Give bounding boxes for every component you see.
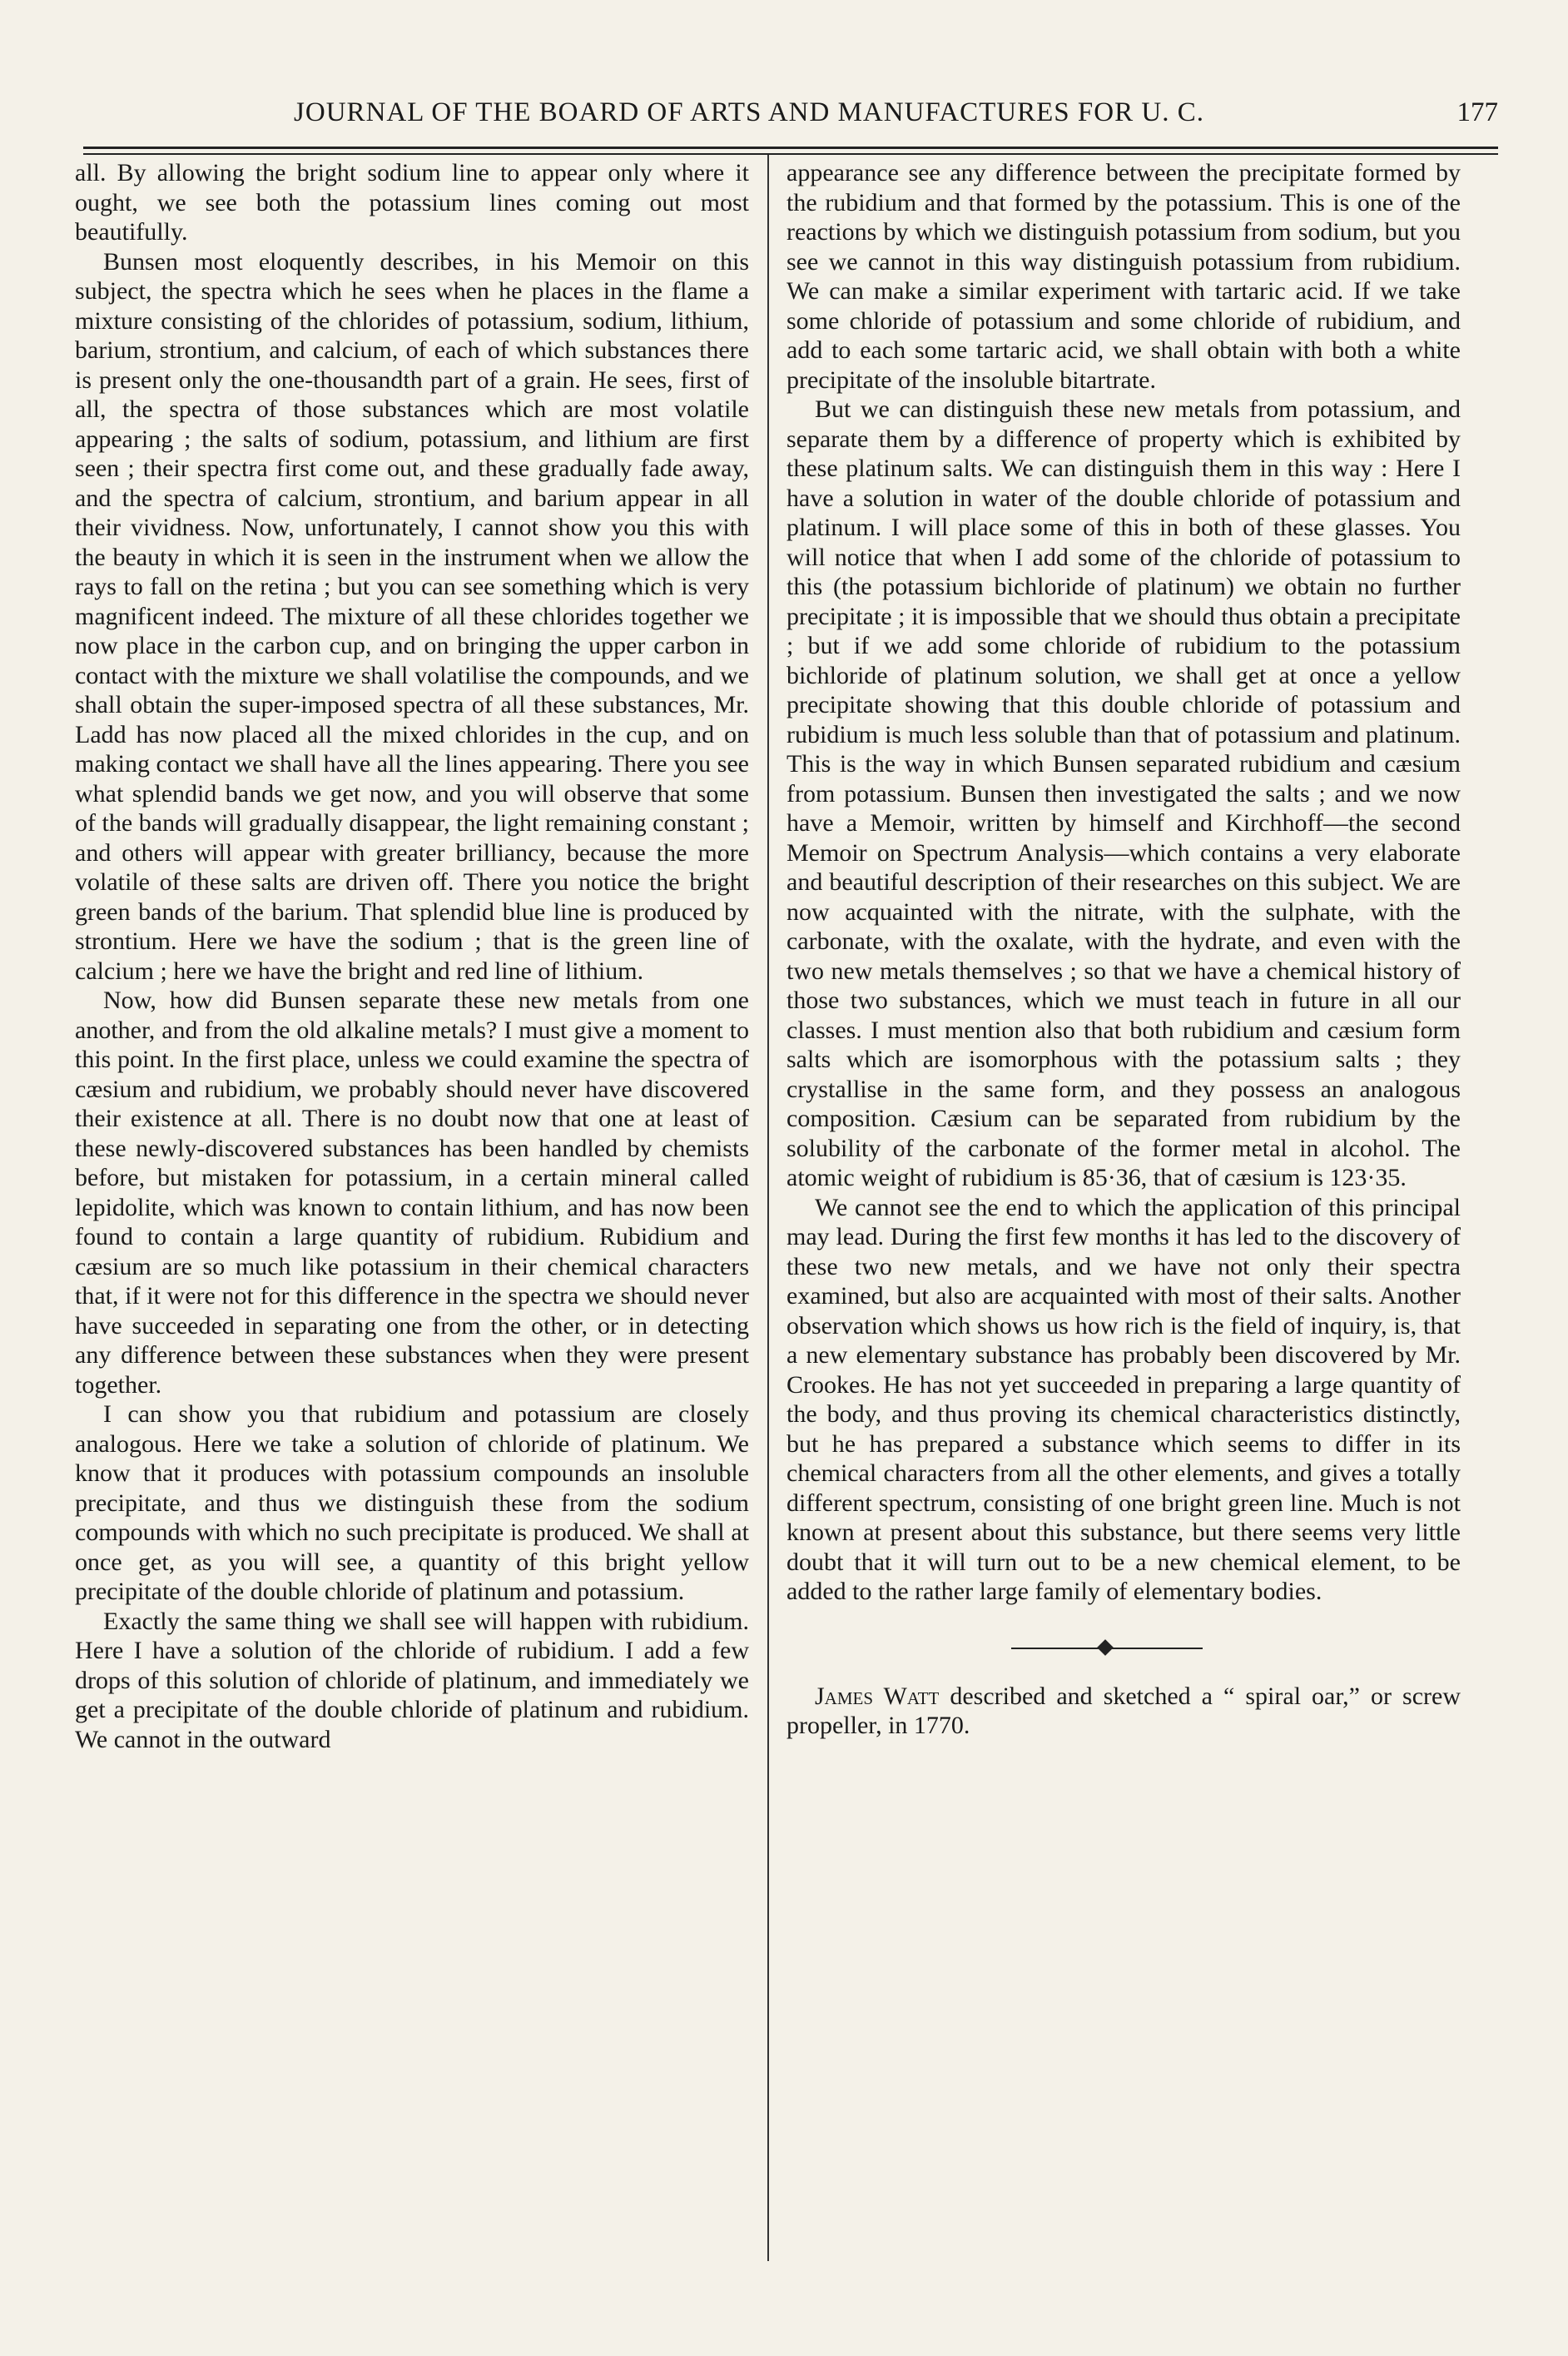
running-header <box>83 87 1498 137</box>
paragraph: appearance see any difference between the precipitate formed by the rubidium and that formed by the potassium. This is one of the reactions by which we distinguish potassium from sodium, but you see we cannot in this way distinguish potassium from rubidium. We can make a similar experiment with tartaric acid. If we take some chloride of potassium and some chloride of rubidium, and add to each some tartaric acid, we shall obtain with both a white precipitate of the insoluble bitartrate. <box>786 159 1461 394</box>
paragraph: Exactly the same thing we shall see will happen with rubidium. Here I have a solution of the chloride of rubidium. I add a few drops of this solution of chloride of platinum, and immediately we get a precipitate of the double chloride of platinum and rubidium. We cannot in the outward <box>75 1607 749 1753</box>
header-rule-thin <box>83 153 1498 155</box>
column-divider <box>767 155 769 2261</box>
paragraph: But we can distinguish these new metals from potassium, and separate them by a difference of property which is exhibited by these platinum salts. We can distinguish them in this way : Here I have a solution in water of the double chloride of potassium and platinum. I will place some of this in both of these glasses. You will notice that when I add some of the chloride of potassium to this (the potassium bichloride of platinum) we obtain no further precipitate ; it is impossible that we should thus obtain a precipitate ; but if we add some chloride of rubidium to the potassium bichloride of platinum solution, we shall get at once a yellow precipitate showing that this double chloride of potassium and rubidium is much less soluble than that of potassium and platinum. This is the way in which Bunsen separated rubidium and cæsium from potassium. Bunsen then investigated the salts ; and we now have a Memoir, written by himself and Kirchhoff—the second Memoir on Spectrum Analysis—which contains a very elaborate and beautiful description of their researches on this subject. We are now acquainted with the nitrate, with the sulphate, with the carbonate, with the oxalate, with the hydrate, and even with the two new metals themselves ; so that we have a chemical history of those two substances, which we must teach in future in all our classes. I must mention also that both rubidium and cæsium form salts which are isomorphous with the potassium salts ; they crystallise in the same form, and they possess an analogous composition. Cæsium can be separated from rubidium by the solubility of the carbonate of the former metal in alcohol. The atomic weight of rubidium is 85·36, that of cæsium is 123·35. <box>786 395 1461 1191</box>
note-text: described and sketched a “ spiral oar,” or screw propeller, in 1770. <box>786 1682 1461 1739</box>
running-title: JOURNAL OF THE BOARD OF ARTS AND MANUFACTURES FOR U. C. <box>294 97 1204 127</box>
paragraph: Now, how did Bunsen separate these new metals from one another, and from the old alkaline metals? I must give a moment to this point. In the first place, unless we could examine the spectra of cæsium and rubidium, we probably should never have discovered their existence at all. There is no doubt now that one at least of these newly-discovered substances has been handled by chemists before, but mistaken for potassium, in a certain mineral called lepidolite, which was known to contain lithium, and has now been found to contain a large quantity of rubidium. Rubidium and cæsium are so much like potassium in their chemical characters that, if it were not for this difference in the spectra we should never have succeeded in separating one from the other, or in detecting any difference between these substances when they were present together. <box>75 987 749 1399</box>
left-column <box>75 158 749 2239</box>
note-name: James Watt <box>815 1682 940 1710</box>
paragraph: We cannot see the end to which the application of this principal may lead. During the first few months it has led to the discovery of these two new metals, and we have not only their spectra examined, but also are acquainted with most of their salts. Another observation which shows us how rich is the field of inquiry, is, that a new elementary substance has probably been discovered by Mr. Crookes. He has not yet succeeded in preparing a large quantity of the body, and thus proving its chemical characteristics distinctly, but he has prepared a substance which seems to differ in its chemical characters from all the other elements, and gives a totally different spectrum, consisting of one bright green line. Much is not known at present about this substance, but there seems very little doubt that it will turn out to be a new chemical element, to be added to the rather large family of elementary bodies. <box>786 1193 1461 1605</box>
right-column <box>786 158 1461 2239</box>
paragraph: all. By allowing the bright sodium line to appear only where it ought, we see both the potassium lines coming out most beautifully. <box>75 159 749 246</box>
section-ornament <box>786 1640 1461 1657</box>
paragraph: I can show you that rubidium and potassium are closely analogous. Here we take a solution of chloride of platinum. We know that it produces with potassium compounds an insoluble precipitate, and thus we distinguish these from the sodium compounds with which no such precipitate is produced. We shall at once get, as you will see, a quantity of this bright yellow precipitate of the double chloride of platinum and potassium. <box>75 1400 749 1605</box>
note-paragraph <box>786 1682 1461 1741</box>
header-rule <box>83 147 1498 149</box>
page-number: 177 <box>1456 97 1498 127</box>
diamond-ornament-icon <box>1097 1639 1114 1656</box>
paragraph: Bunsen most eloquently describes, in his Memoir on this subject, the spectra which he sees when he places in the flame a mixture consisting of the chlorides of potassium, sodium, lithium, barium, strontium, and calcium, of each of which substances there is present only the one-thousandth part of a grain. He sees, first of all, the spectra of those substances which are most volatile appearing ; the salts of sodium, potassium, and lithium are first seen ; their spectra first come out, and these gradually fade away, and the spectra of calcium, strontium, and barium appear in all their vividness. Now, unfortunately, I cannot show you this with the beauty in which it is seen in the instrument when we allow the rays to fall on the retina ; but you can see something which is very magnificent indeed. The mixture of all these chlorides together we now place in the carbon cup, and on bringing the upper carbon in contact with the mixture we shall volatilise the compounds, and we shall obtain the super-imposed spectra of all these substances, Mr. Ladd has now placed all the mixed chlorides in the cup, and on making contact we shall have all the lines appearing. There you see what splendid bands we get now, and you will observe that some of the bands will gradually disappear, the light remaining constant ; and others will appear with greater brilliancy, because the more volatile of these salts are driven off. There you notice the bright green bands of the barium. That splendid blue line is produced by strontium. Here we have the sodium ; that is the green line of calcium ; here we have the bright and red line of lithium. <box>75 247 749 985</box>
